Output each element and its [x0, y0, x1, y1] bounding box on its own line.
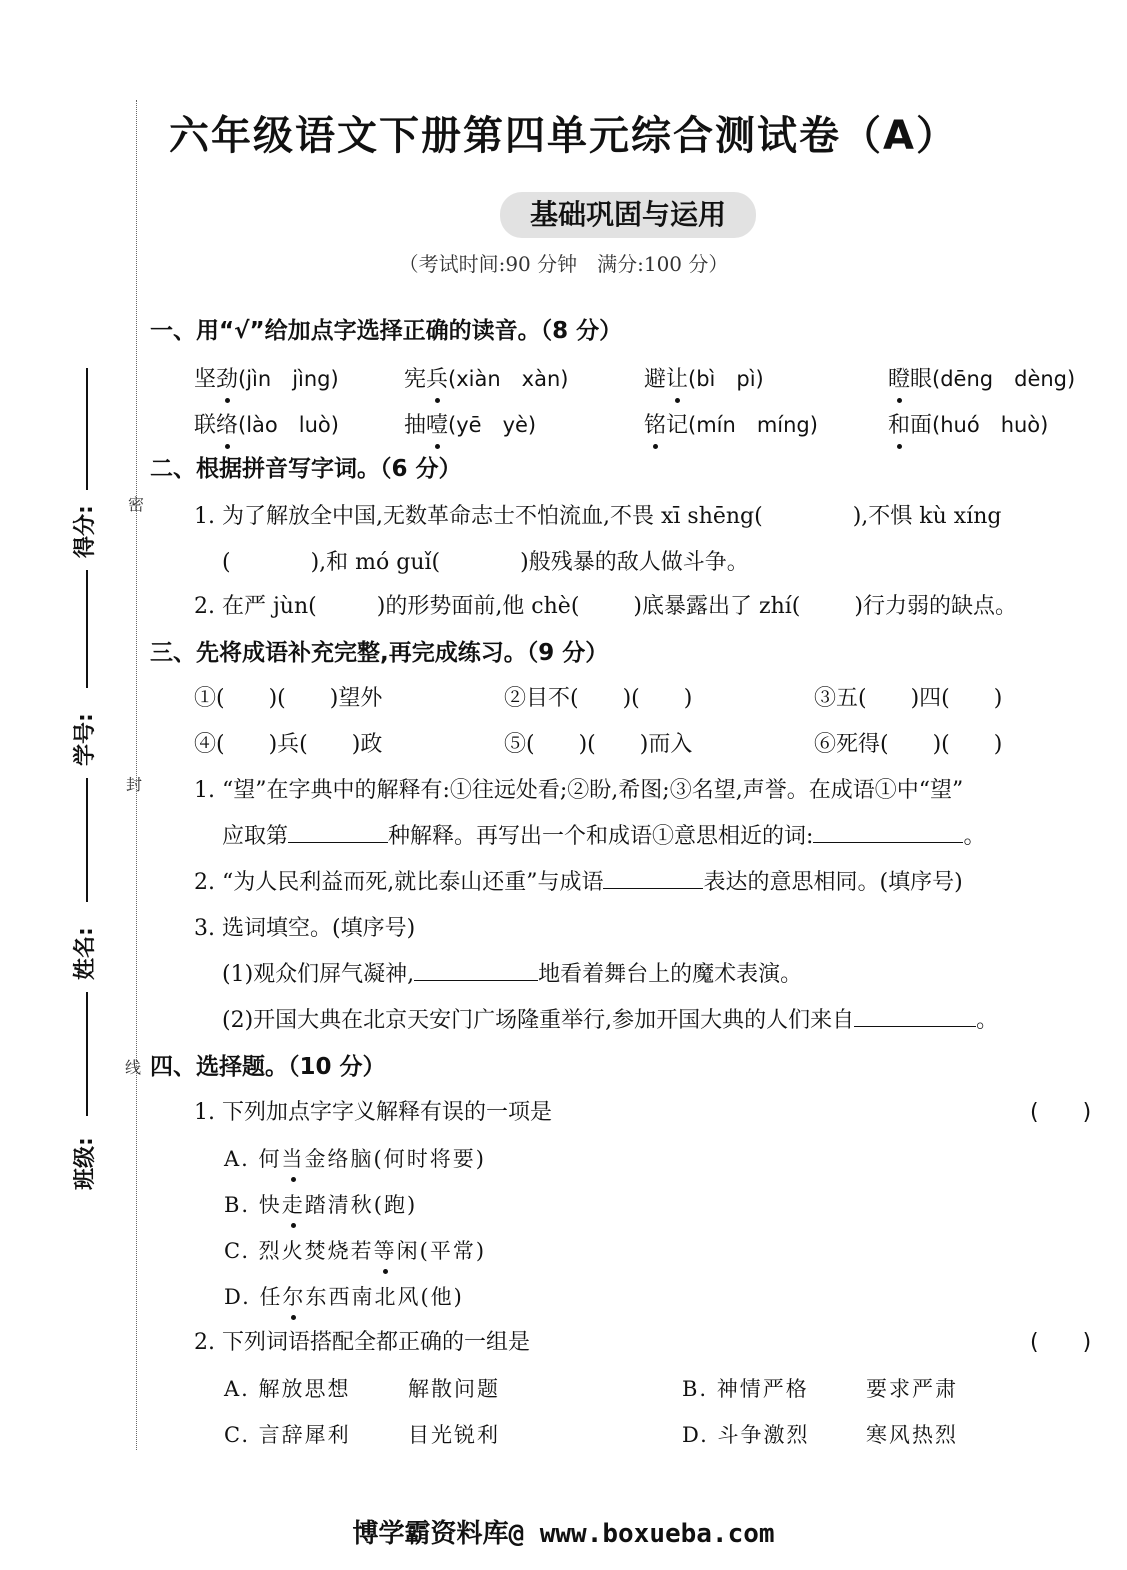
q4-option[interactable]: C. 言辞犀利	[224, 1423, 351, 1447]
answer-blank[interactable]	[414, 960, 538, 981]
answer-blank[interactable]	[813, 822, 963, 843]
q1-item: 铭记(mín míng)	[644, 410, 818, 441]
q1-item: 联络(lào luò)	[194, 410, 339, 441]
q4-option[interactable]: B. 快走踏清秋(跑)	[224, 1190, 417, 1220]
q4-option[interactable]: C. 烈火焚烧若等闲(平常)	[224, 1236, 486, 1266]
answer-blank[interactable]	[854, 1006, 976, 1027]
q4-stem-2: 2. 下列词语搭配全都正确的一组是	[194, 1330, 530, 1355]
q4-option[interactable]: D. 斗争激烈	[682, 1423, 810, 1447]
q3-sub3-2: (2)开国大典在北京天安门广场隆重举行,参加开国大典的人们来自 。	[222, 1008, 999, 1033]
name-line	[86, 778, 88, 902]
answer-paren[interactable]: ( )	[1030, 1100, 1092, 1125]
q3-idiom: ②目不( )( )	[504, 686, 693, 711]
q3-idiom: ⑥死得( )( )	[814, 732, 1003, 757]
q4-option[interactable]: A. 何当金络脑(何时将要)	[224, 1144, 486, 1174]
q4-heading: 四、选择题。（10 分）	[150, 1054, 386, 1080]
answer-paren[interactable]: ( )	[1030, 1330, 1092, 1355]
q4-stem-1: 1. 下列加点字字义解释有误的一项是	[194, 1100, 552, 1125]
q3-sub2: 2. “为人民利益而死,就比泰山还重”与成语 表达的意思相同。(填序号)	[194, 870, 963, 895]
q2-line: 2. 在严 jùn( )的形势面前,他 chè( )底暴露出了 zhí( )行力弱的缺点。	[194, 594, 1017, 619]
q4-option[interactable]: D. 任尔东西南北风(他)	[224, 1282, 464, 1312]
q4-option-part: 目光锐利	[408, 1423, 500, 1447]
score-label: 得分:	[73, 505, 98, 558]
seal-mark-mi: 密	[128, 495, 145, 514]
q1-item: 宪兵(xiàn xàn)	[404, 364, 568, 395]
answer-blank[interactable]	[288, 822, 388, 843]
q4-option-part: 解散问题	[408, 1377, 500, 1401]
q4-option[interactable]: A. 解放思想	[224, 1377, 351, 1401]
q4-option[interactable]: B. 神情严格	[682, 1377, 809, 1401]
q3-idiom: ①( )( )望外	[194, 686, 383, 711]
q2-line: 1. 为了解放全中国,无数革命志士不怕流血,不畏 xī shēng( ),不惧 kù xíng	[194, 504, 1002, 529]
q3-sub3: 3. 选词填空。(填序号)	[194, 916, 416, 941]
q3-sub3-1: (1)观众们屏气凝神, 地看着舞台上的魔术表演。	[222, 962, 803, 987]
page-title: 六年级语文下册第四单元综合测试卷（A）	[169, 113, 958, 159]
q1-item: 坚劲(jìn jìng)	[194, 364, 339, 395]
q1-item: 抽噎(yē yè)	[404, 410, 536, 441]
student-id-line	[86, 570, 88, 688]
q3-sub1-cont: 应取第 种解释。再写出一个和成语①意思相近的词: 。	[222, 824, 986, 849]
seal-mark-feng: 封	[126, 775, 143, 794]
student-id-label: 学号:	[73, 713, 98, 766]
q3-idiom: ⑤( )( )而入	[504, 732, 693, 757]
q2-heading: 二、根据拼音写字词。（6 分）	[150, 456, 462, 482]
q1-item: 瞪眼(dēng dèng)	[888, 364, 1075, 395]
q4-option-part: 寒风热烈	[866, 1423, 958, 1447]
footer-watermark: 博学霸资料库@ www.boxueba.com	[352, 1519, 775, 1549]
q3-idiom: ③五( )四( )	[814, 686, 1003, 711]
q1-item: 避让(bì pì)	[644, 364, 764, 395]
q1-heading: 一、用“√”给加点字选择正确的读音。（8 分）	[150, 318, 623, 344]
class-label: 班级:	[73, 1137, 98, 1190]
q3-heading: 三、先将成语补充完整,再完成练习。（9 分）	[150, 640, 609, 666]
q1-item: 和面(huó huò)	[888, 410, 1048, 441]
exam-info: （考试时间:90 分钟 满分:100 分）	[398, 252, 729, 276]
q4-option-part: 要求严肃	[866, 1377, 958, 1401]
q3-sub1: 1. “望”在字典中的解释有:①往远处看;②盼,希图;③名望,声誉。在成语①中“望”	[194, 778, 964, 803]
section-subtitle: 基础巩固与运用	[500, 192, 756, 238]
q3-idiom: ④( )兵( )政	[194, 732, 383, 757]
answer-blank[interactable]	[603, 868, 703, 889]
name-label: 姓名:	[73, 927, 98, 980]
score-line	[86, 368, 88, 490]
q2-line: ( ),和 mó guǐ( )般残暴的敌人做斗争。	[222, 550, 749, 575]
class-line	[86, 992, 88, 1116]
seal-mark-xian: 线	[125, 1058, 142, 1077]
